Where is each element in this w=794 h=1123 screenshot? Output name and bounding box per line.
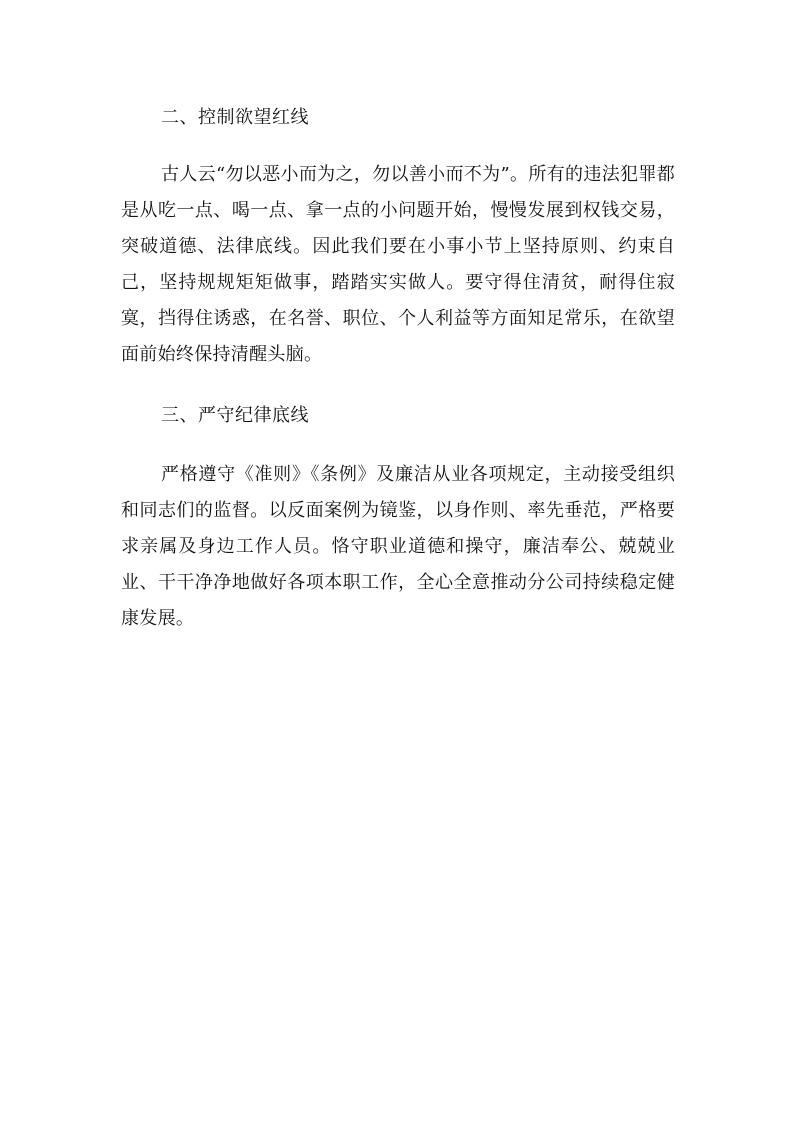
section-heading-control-desire: 二、控制欲望红线 <box>161 107 309 128</box>
section-paragraph-control-desire: 古人云“勿以恶小而为之，勿以善小而不为”。所有的违法犯罪都是从吃一点、喝一点、拿一点的小问题开始，慢慢发展到权钱交易，突破道德、法律底线。因此我们要在小事小节上坚持原则、约束自己，坚持规规矩矩做事，踏踏实实做人。要守得住清贫，耐得住寂寞，挡得住诱惑，在名誉、职位、个人利益等方面知足常乐，在欲望面前始终保持清醒头脑。 <box>121 164 675 365</box>
section-paragraph-discipline: 严格遵守《准则》《条例》及廉洁从业各项规定，主动接受组织和同志们的监督。以反面案例为镜鉴，以身作则、率先垂范，严格要求亲属及身边工作人员。恪守职业道德和操守，廉洁奉公、兢兢业业、干干净净地做好各项本职工作，全心全意推动分公司持续稳定健康发展。 <box>121 464 675 629</box>
section-heading-discipline: 三、严守纪律底线 <box>161 405 309 426</box>
document-body <box>121 103 675 637</box>
